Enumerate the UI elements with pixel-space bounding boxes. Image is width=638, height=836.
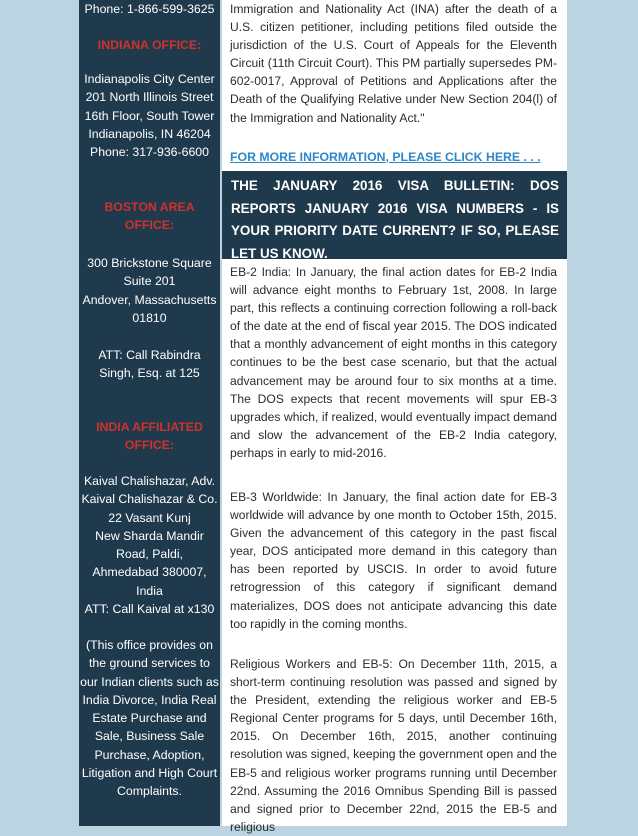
note-line: Sale, Business Sale bbox=[94, 729, 205, 744]
india-note bbox=[79, 636, 220, 801]
address-line: 22 Vasant Kunj bbox=[108, 510, 191, 525]
address-line: Kaival Chalishazar & Co. bbox=[81, 492, 218, 507]
intro-paragraph: Immigration and Nationality Act (INA) after the death of a U.S. citizen petitioner, including petitions filed outside the jurisdiction of the U.S. Court of Appeals for the Eleventh Circuit (11th Circuit Court). This PM partially supersedes PM-602-0017, Approval of Petitions and Applications after the Death of the Qualifying Relative under New Section 204(l) of the Immigration and Nationality Act." bbox=[230, 2, 557, 125]
address-line: New Sharda Mandir bbox=[95, 528, 204, 543]
sidebar-contacts bbox=[79, 0, 220, 826]
title-line: OFFICE: bbox=[124, 438, 175, 453]
address-line: Phone: 317-936-6600 bbox=[90, 145, 209, 160]
boston-office-title bbox=[79, 198, 220, 235]
article-column bbox=[222, 0, 567, 834]
address-line: Kaival Chalishazar, Adv. bbox=[83, 474, 215, 488]
note-line: India Divorce, India Real bbox=[82, 692, 217, 707]
address-line: 16th Floor, South Tower bbox=[84, 108, 215, 123]
note-line: the ground services to bbox=[89, 656, 210, 671]
more-info-link[interactable]: FOR MORE INFORMATION, PLEASE CLICK HERE . . . bbox=[230, 150, 541, 164]
address-line: Indianapolis City Center bbox=[84, 72, 215, 86]
address-line: Road, Paldi, bbox=[116, 547, 183, 562]
india-address bbox=[79, 472, 220, 618]
note-line: Estate Purchase and bbox=[92, 711, 207, 726]
note-line: (This office provides on bbox=[86, 638, 213, 652]
india-office-title bbox=[79, 418, 220, 455]
visa-bulletin-heading: THE JANUARY 2016 VISA BULLETIN: DOS REPORTS JANUARY 2016 VISA NUMBERS - IS YOUR PRIORITY DATE CURRENT? IF SO, PLEASE LET US KNOW. bbox=[222, 171, 567, 259]
title-line: INDIA AFFILIATED bbox=[96, 420, 203, 434]
note-line: Litigation and High Court bbox=[81, 766, 218, 781]
indiana-office-title: INDIANA OFFICE: bbox=[97, 38, 202, 52]
address-line: Ahmedabad 380007, bbox=[92, 565, 207, 580]
note-line: Complaints. bbox=[117, 784, 182, 799]
address-line: 201 North Illinois Street bbox=[85, 90, 214, 105]
address-line: India bbox=[136, 583, 163, 598]
address-line: 300 Brickstone Square bbox=[87, 256, 212, 270]
religious-eb5-paragraph: Religious Workers and EB-5: On December 11th, 2015, a short-term continuing resolution was passed and signed by the President, extending the religious worker and EB-5 Regional Center programs for 5 days, until December 16th, 2015. On December 16th, 2015, another continuing resolution was signed, keeping the government open and the EB-5 and religious worker programs running until December 22nd. Assuming the 2016 Omnibus Spending Bill is passed and signed prior to December 22nd, 2015 the EB-5 and religious bbox=[230, 657, 557, 834]
eb2-paragraph: EB-2 India: In January, the final action dates for EB-2 India will advance eight months to February 1st, 2008. In large part, this reflects a continuing correction following a roll-back of the date at the end of fiscal year 2015. The DOS indicated that a monthly advancement of eight months in this category continues to be the best case scenario, but that the actual advancement may be around four to six months at a time. The DOS expects that recent movements will spur EB-3 upgrades which, if realized, would eventually impact demand and slow the advancement of the EB-2 India category, perhaps in early to mid-2016. bbox=[230, 265, 557, 460]
title-line: BOSTON AREA bbox=[104, 200, 195, 214]
note-line: our Indian clients such as bbox=[80, 674, 219, 689]
boston-att bbox=[79, 346, 220, 383]
address-line: 01810 bbox=[132, 310, 167, 325]
boston-address bbox=[79, 254, 220, 327]
phone-top: Phone: 1-866-599-3625 bbox=[84, 2, 215, 16]
address-line: Indianapolis, IN 46204 bbox=[88, 126, 211, 141]
address-line: Andover, Massachusetts bbox=[82, 292, 217, 307]
eb3-paragraph: EB-3 Worldwide: In January, the final action date for EB-3 worldwide will advance by one month to October 15th, 2015. Given the advancement of this category in the past fiscal year, DOS anticipated more demand in this category than has been reported by USCIS. In order to avoid future retrogression of this category if significant demand materializes, DOS does not anticipate advancing this date too rapidly in the coming months. bbox=[230, 490, 557, 631]
title-line: OFFICE: bbox=[124, 218, 175, 233]
att-line: ATT: Call Rabindra bbox=[98, 348, 201, 362]
address-line: ATT: Call Kaival at x130 bbox=[84, 602, 215, 617]
indiana-address bbox=[79, 70, 220, 161]
att-line: Singh, Esq. at 125 bbox=[99, 366, 200, 381]
address-line: Suite 201 bbox=[123, 274, 176, 289]
note-line: Purchase, Adoption, bbox=[94, 747, 205, 762]
